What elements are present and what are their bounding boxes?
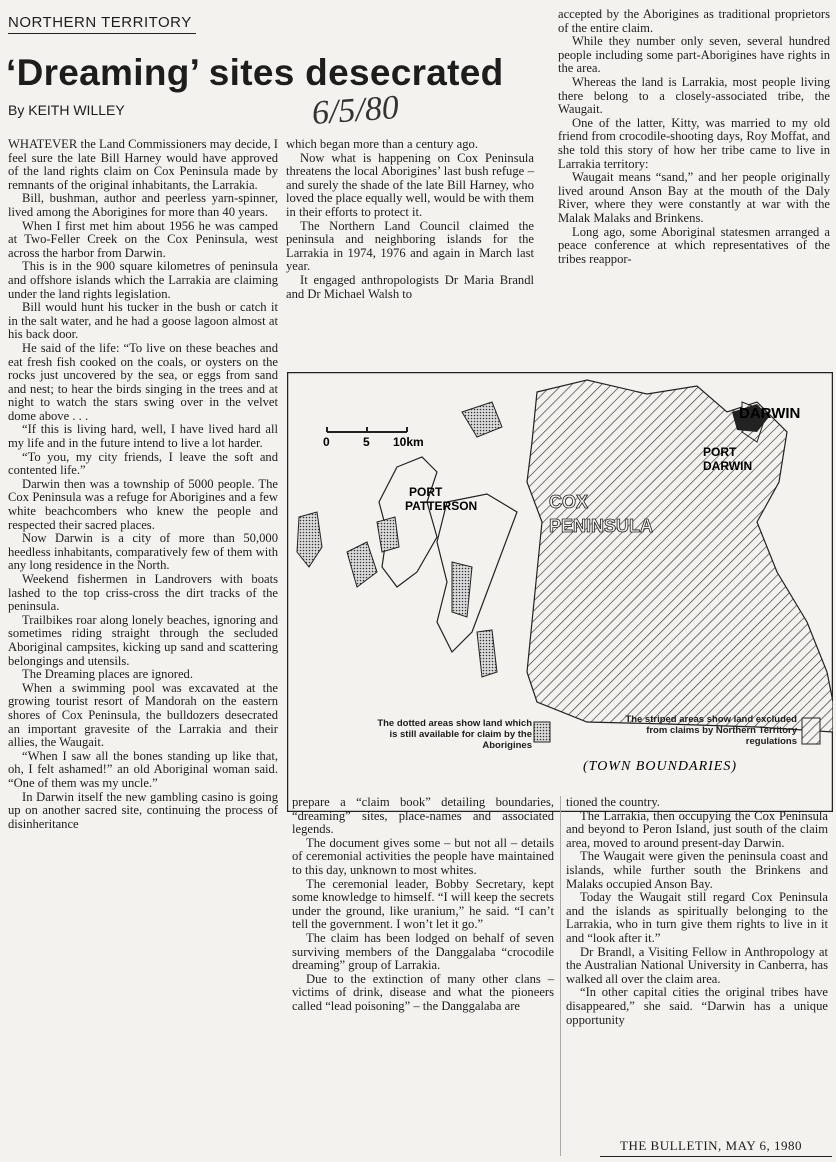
paragraph: Whereas the land is Larrakia, most people living there belong to a closely-associated tribe, the Waugait. — [558, 74, 830, 117]
claim-map — [287, 372, 833, 812]
scale-label: 0 — [323, 435, 330, 449]
paragraph: The Northern Land Council claimed the peninsula and neighboring islands for the Larrakia in 1974, 1976 and again in March last year. — [286, 218, 534, 274]
paragraph: which began more than a century ago. — [286, 137, 478, 151]
article-column-1 — [8, 138, 278, 831]
paragraph: “In other capital cities the original tribes have disappeared,” she said. “Darwin has a unique opportunity — [566, 985, 828, 1027]
article-column-2 — [286, 138, 534, 301]
paragraph: This is in the 900 square kilometres of peninsula and offshore islands which the Larrakia are claiming under the land rights legislation. — [8, 259, 278, 301]
paragraph: Now Darwin is a city of more than 50,000 heedless inhabitants, comparatively few of them with any long residence in the North. — [8, 531, 278, 573]
paragraph: “If this is living hard, well, I have lived hard all my life and in the future intend to live a lot harder. — [8, 422, 278, 451]
paragraph: Trailbikes roar along lonely beaches, ignoring and sometimes riding straight through the secluded Aboriginal campsites, kicking up sand and scattering belongings and utensils. — [8, 612, 278, 668]
paragraph: Due to the extinction of many other clans – victims of drink, disease and what the pioneers called “lead poisoning” – the Danggalaba are — [292, 971, 554, 1013]
publication-footer: THE BULLETIN, MAY 6, 1980 — [620, 1138, 802, 1153]
paragraph: Dr Brandl, a Visiting Fellow in Anthropology at the Australian National University in Canberra, has walked all over the claim area. — [566, 944, 828, 986]
port-patterson-label: PORT — [409, 485, 443, 499]
paragraph: When I first met him about 1956 he was camped at Two-Feller Creek on the Cox Peninsula, west across the harbor from Darwin. — [8, 218, 278, 260]
paragraph: The ceremonial leader, Bobby Secretary, kept some knowledge to himself. “I will keep the secrets under the ground, like uranium,” he said. “I can’t tell the government. I won’t let it go.” — [292, 876, 554, 932]
handwritten-note: (TOWN BOUNDARIES) — [583, 759, 738, 774]
section-label: NORTHERN TERRITORY — [8, 14, 196, 34]
paragraph: Long ago, some Aboriginal statesmen arranged a peace conference at which representatives of the tribes reappor- — [558, 224, 830, 266]
byline: By KEITH WILLEY — [8, 102, 125, 118]
paragraph: Today the Waugait still regard Cox Peninsula and the islands as spiritually belonging to the Larrakia, who in turn give them rights to live in it and “look after it.” — [566, 890, 828, 945]
paragraph: tioned the country. — [566, 795, 660, 809]
paragraph: The claim has been lodged on behalf of seven surviving members of the Danggalaba “crocodile dreaming” group of Larrakia. — [292, 930, 554, 973]
paragraph: The Dreaming places are ignored. — [22, 667, 193, 682]
paragraph: The document gives some – but not all – details of ceremonial activities the people have maintained to this day, unknown to most whites. — [292, 835, 554, 877]
handwritten-date: 6/5/80 — [310, 89, 401, 132]
paragraph: Waugait means “sand,” and her people originally lived around Anson Bay at the mouth of the Daly River, where they were constantly at war with the Malak Malaks and Brinkens. — [558, 170, 830, 225]
column-divider — [560, 796, 561, 1156]
paragraph: Darwin then was a township of 5000 people. The Cox Peninsula was a refuge for Aborigines and a few white beachcombers who knew the people and respected their sacred places. — [8, 476, 278, 532]
article-column-3 — [558, 8, 830, 266]
darwin-label: DARWIN — [739, 405, 801, 422]
paragraph: WHATEVER the Land Commissioners may decide, I feel sure the late Bill Harney would have approved of the land rights claim on Cox Peninsula made by remnants of the original inhabitants, the Larrakia. — [8, 137, 278, 192]
paragraph: The Larrakia, then occupying the Cox Peninsula and beyond to Peron Island, just south of the claim area, moved to around present-day Darwin. — [566, 808, 828, 850]
paragraph: Weekend fishermen in Landrovers with boats lashed to the top criss-cross the dirt tracks of the peninsula. — [8, 572, 278, 614]
paragraph: When a swimming pool was excavated at the growing tourist resort of Mandorah on the eastern shores of Cox Peninsula, the bulldozers desecrated an important gravesite of the Larrakia and their allies, the Waugait. — [8, 680, 278, 750]
paragraph: accepted by the Aborigines as traditional proprietors of the entire claim. — [558, 7, 830, 35]
legend-dotted-swatch — [534, 722, 550, 742]
paragraph: It engaged anthropologists Dr Maria Brandl and Dr Michael Walsh to — [286, 272, 534, 301]
port-darwin-label: PORT — [703, 445, 737, 459]
paragraph: “When I saw all the bones standing up like that, oh, I felt ashamed!” an old Aboriginal woman said. “One of them was my uncle.” — [8, 748, 278, 790]
paragraph: He said of the life: “To live on these beaches and eat fresh fish cooked on the coals, or oysters on the rocks just uncovered by the sea, or eggs from sand and nest; to hear the birds singing in the trees and at night to watch the stars swing over in the velvet dome above . . . — [8, 340, 278, 423]
legend-striped-text: The striped areas show land excluded from claims by Northern Territory regulations — [625, 714, 797, 747]
cox-peninsula-label: PENINSULA — [549, 516, 654, 536]
paragraph: The Waugait were given the peninsula coast and islands, while further south the Brinkens and Malaks occupied Anson Bay. — [566, 849, 828, 891]
legend-striped-swatch — [802, 718, 820, 744]
scale-label: 5 — [363, 435, 370, 449]
paragraph: In Darwin itself the new gambling casino is going up on another sacred site, continuing the process of disinheritance — [8, 789, 278, 831]
paragraph: One of the latter, Kitty, was married to my old friend from crocodile-shooting days, Roy Moffat, and she told this story of how her tribe came to live in Larrakia territory: — [558, 115, 830, 171]
paragraph: While they number only seven, several hundred people including some part-Aborigines have rights in the area. — [558, 34, 830, 76]
port-patterson-label: PATTERSON — [405, 499, 478, 513]
footer-rule — [600, 1156, 832, 1157]
paragraph: prepare a “claim book” detailing boundaries, “dreaming” sites, place-names and associated legends. — [292, 795, 554, 837]
cox-peninsula-label: COX — [549, 492, 589, 512]
article-column-4 — [292, 796, 554, 1014]
scale-label: 10km — [393, 435, 424, 449]
legend-dotted-text: The dotted areas show land which is still available for claim by the Aborigines — [377, 718, 532, 751]
article-column-5 — [566, 796, 828, 1027]
headline: ‘Dreaming’ sites desecrated — [6, 52, 504, 93]
paragraph: Bill would hunt his tucker in the bush or catch it in the salt water, and he had a goose lagoon almost at his back door. — [8, 300, 278, 342]
paragraph: Bill, bushman, author and peerless yarn-spinner, lived among the Aborigines for more than 40 years. — [8, 191, 278, 219]
port-darwin-label: DARWIN — [703, 459, 753, 473]
paragraph: “To you, my city friends, I leave the soft and contented life.” — [8, 449, 278, 478]
paragraph: Now what is happening on Cox Peninsula threatens the local Aborigines’ last bush refuge – and surely the shade of the late Bill Harney, who loved the place equally well, would be with them in their efforts to protect it. — [286, 150, 534, 219]
